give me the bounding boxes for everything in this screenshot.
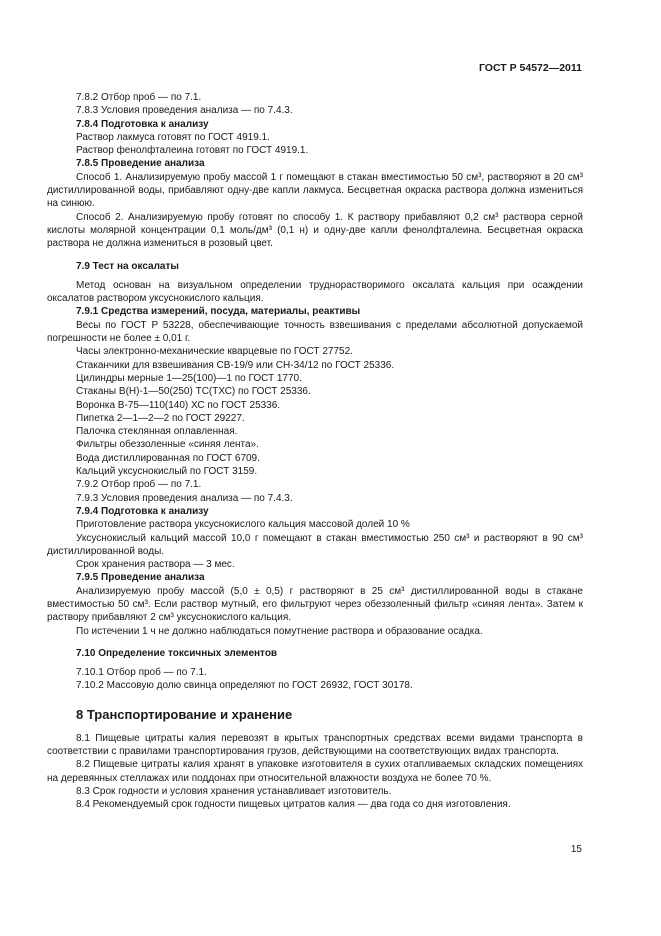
list-item: Стаканчики для взвешивания СВ-19/9 или СН-34/12 по ГОСТ 25336. — [76, 359, 395, 371]
list-item: Часы электронно-механические кварцевые по ГОСТ 27752. — [76, 346, 353, 358]
clause-7-9-5-heading: 7.9.5 Проведение анализа — [76, 572, 205, 584]
clause-8-3: 8.3 Срок годности и условия хранения устанавливает изготовитель. — [76, 785, 392, 797]
section-8-heading: 8 Транспортирование и хранение — [76, 706, 293, 722]
paragraph: Анализируемую пробу массой (5,0 ± 0,5) г растворяют в 25 см³ дистиллированной воды в стакане вместимостью 50 см³. Если раствор мутный, его фильтруют через обеззоленный фильтр «синяя лента». Затем к раствору прибавляют 2 см³ уксуснокислого кальция. — [47, 585, 583, 624]
section-7-9-heading: 7.9 Тест на оксалаты — [76, 260, 179, 272]
clause-7-8-2: 7.8.2 Отбор проб — по 7.1. — [76, 92, 202, 103]
list-item: Цилиндры мерные 1—25(100)—1 по ГОСТ 1770. — [76, 372, 302, 384]
paragraph: Метод основан на визуальном определении труднорастворимого оксалата кальция при осаждении оксалатов раствором уксуснокислого кальция. — [47, 279, 583, 305]
list-item: Палочка стеклянная оплавленная. — [76, 426, 238, 438]
section-7-10-heading: 7.10 Определение токсичных элементов — [76, 647, 278, 659]
clause-7-8-3: 7.8.3 Условия проведения анализа — по 7.4.3. — [76, 105, 293, 117]
document-code: ГОСТ Р 54572—2011 — [478, 62, 582, 74]
list-item: Фильтры обеззоленные «синяя лента». — [76, 439, 259, 451]
method-1-paragraph: Способ 1. Анализируемую пробу массой 1 г помещают в стакан вместимостью 50 см³, растворяют в 20 см³ дистиллированной воды, прибавляют одну-две капли лакмуса. Бесцветная окраска раствора должна измениться на синюю. — [47, 171, 583, 210]
list-item: Пипетка 2—1—2—2 по ГОСТ 29227. — [76, 412, 245, 424]
document-body — [47, 91, 583, 812]
clause-7-9-2: 7.9.2 Отбор проб — по 7.1. — [76, 479, 202, 491]
list-item: Вода дистиллированная по ГОСТ 6709. — [76, 452, 260, 464]
clause-7-9-3: 7.9.3 Условия проведения анализа — по 7.4.3. — [76, 492, 293, 504]
method-2-paragraph: Способ 2. Анализируемую пробу готовят по способу 1. К раствору прибавляют 0,2 см³ раствора серной кислоты молярной концентрации 0,1 моль/дм³ (0,1 н) и одну-две капли фенолфталеина. Бесцветная окраска раствора не должна измениться в розовый цвет. — [47, 211, 583, 250]
list-item: Стаканы В(Н)-1—50(250) ТС(ТХС) по ГОСТ 25336. — [76, 386, 311, 398]
clause-7-9-4-heading: 7.9.4 Подготовка к анализу — [76, 505, 209, 517]
clause-8-2: 8.2 Пищевые цитраты калия хранят в упаковке изготовителя в сухих отапливаемых складских помещениях на деревянных стеллажах или поддонах при относительной влажности воздуха не более 70 %. — [47, 759, 583, 784]
clause-7-8-4-heading: 7.8.4 Подготовка к анализу — [76, 118, 209, 130]
clause-7-10-2: 7.10.2 Массовую долю свинца определяют по ГОСТ 26932, ГОСТ 30178. — [76, 680, 413, 692]
clause-8-1: 8.1 Пищевые цитраты калия перевозят в крытых транспортных средствах всеми видами транспорта в соответствии с правилами транспортирования грузов, действующими на соответствующих видах транспорта. — [47, 732, 583, 758]
paragraph: Приготовление раствора уксуснокислого кальция массовой долей 10 % — [76, 519, 410, 531]
paragraph: Раствор лакмуса готовят по ГОСТ 4919.1. — [76, 131, 270, 143]
clause-7-10-1: 7.10.1 Отбор проб — по 7.1. — [76, 667, 207, 679]
clause-7-9-1-heading: 7.9.1 Средства измерений, посуда, материалы, реактивы — [76, 306, 361, 318]
list-item: Кальций уксуснокислый по ГОСТ 3159. — [76, 466, 258, 478]
paragraph: Срок хранения раствора — 3 мес. — [76, 559, 235, 571]
paragraph: По истечении 1 ч не должно наблюдаться помутнение раствора и образование осадка. — [76, 625, 483, 637]
list-item: Воронка В-75—110(140) ХС по ГОСТ 25336. — [76, 399, 281, 411]
list-item: Весы по ГОСТ Р 53228, обеспечивающие точность взвешивания с пределами абсолютной допускаемой погрешности не более ± 0,01 г. — [47, 319, 583, 345]
page-number: 15 — [570, 844, 582, 855]
clause-7-8-5-heading: 7.8.5 Проведение анализа — [76, 158, 205, 170]
paragraph: Уксуснокислый кальций массой 10,0 г помещают в стакан вместимостью 250 см³ и растворяют в 90 см³ дистиллированной воды. — [47, 532, 583, 557]
clause-8-4: 8.4 Рекомендуемый срок годности пищевых цитратов калия — два года со дня изготовления. — [76, 799, 511, 811]
paragraph: Раствор фенолфталеина готовят по ГОСТ 4919.1. — [76, 145, 309, 157]
